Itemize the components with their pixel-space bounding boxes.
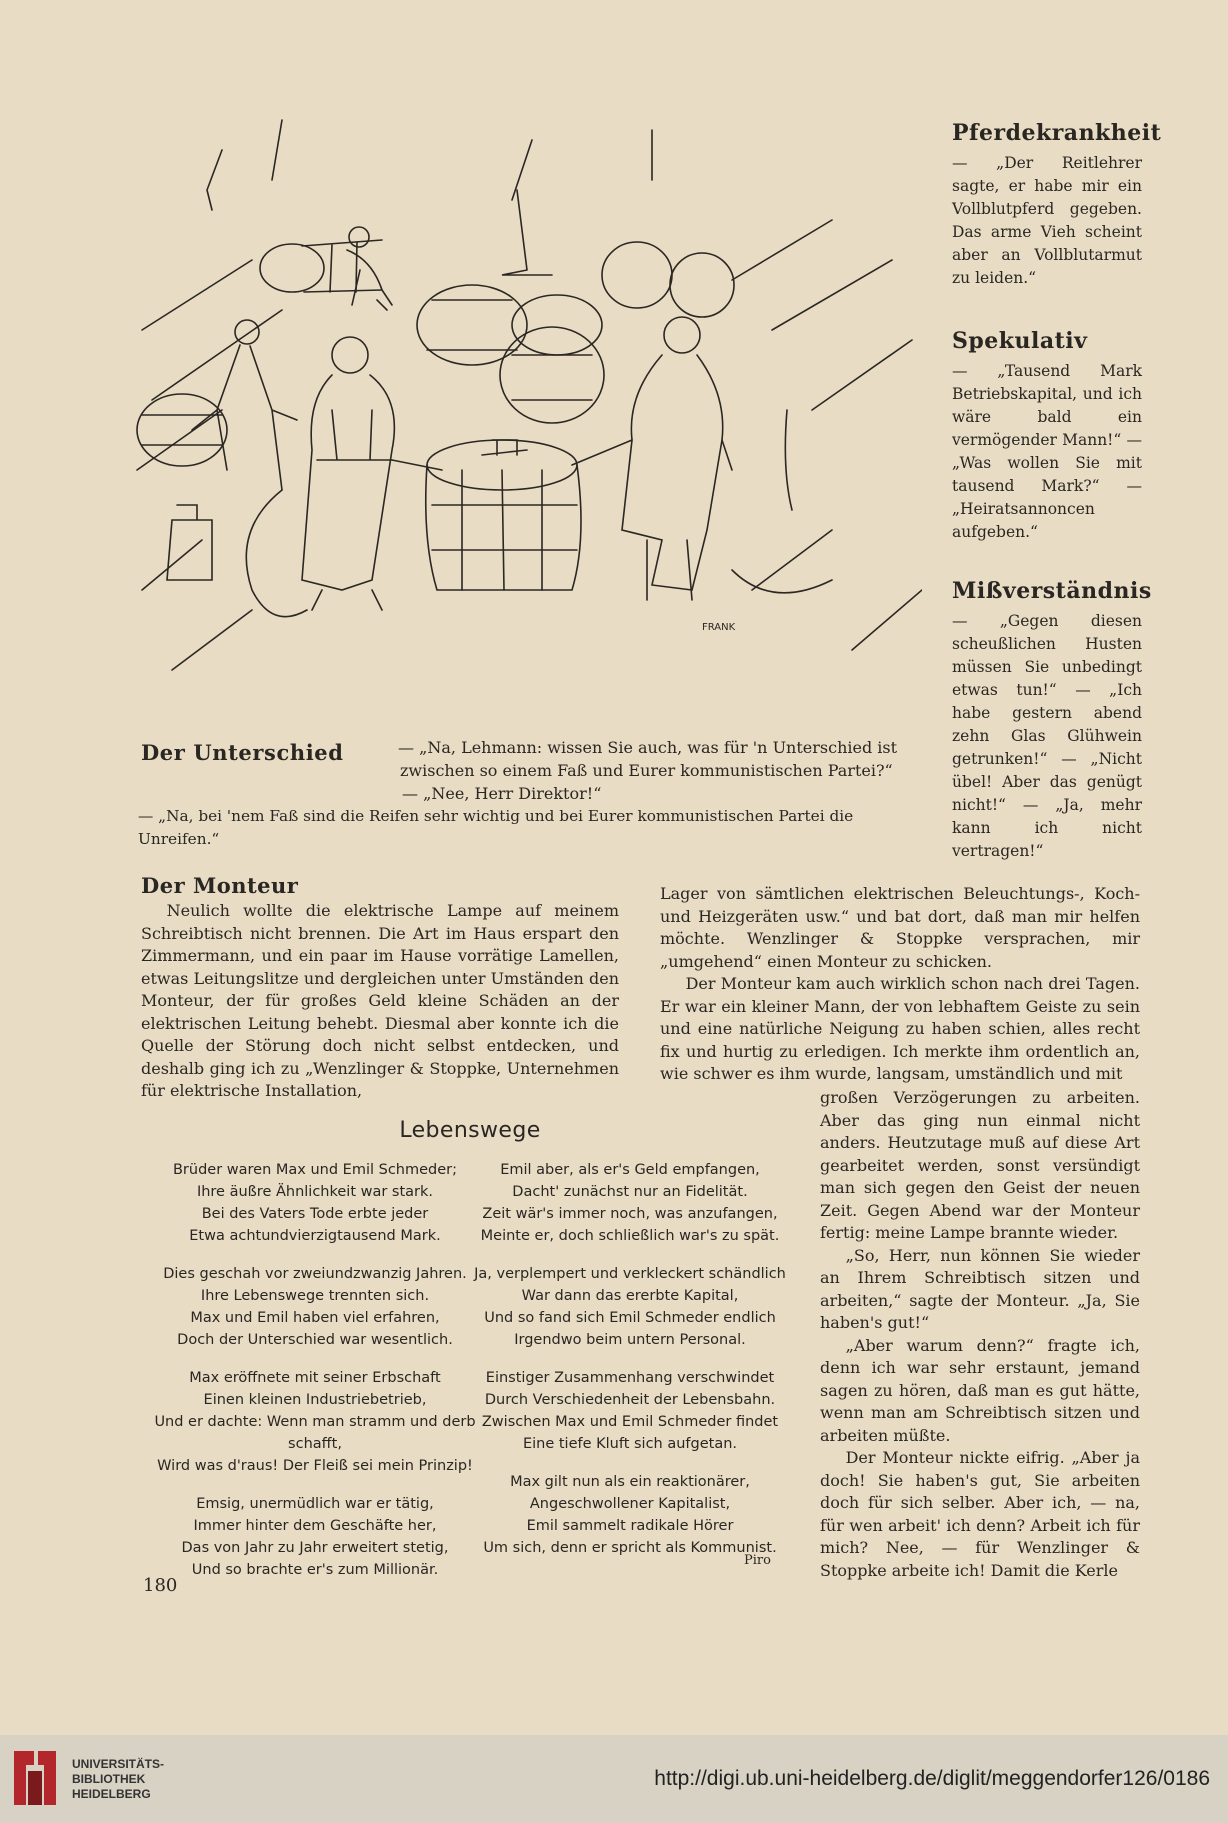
poem-column-left bbox=[150, 1159, 480, 1597]
poem-line: Dacht' zunächst nur an Fidelität. bbox=[512, 1184, 748, 1200]
poem-line: Angeschwollener Kapitalist, bbox=[529, 1496, 731, 1512]
poem-line: Einstiger Zusammenhang verschwindet bbox=[485, 1370, 775, 1386]
poem-stanza bbox=[150, 1263, 480, 1351]
poem-line: Durch Verschiedenheit der Lebensbahn. bbox=[484, 1392, 776, 1408]
poem-line: Und so brachte er's zum Millionär. bbox=[191, 1562, 439, 1578]
caption-line: — „Nee, Herr Direktor!“ bbox=[402, 784, 602, 803]
poem-line: Und er dachte: Wenn man stramm und derb schafft, bbox=[154, 1414, 476, 1452]
article-title: Der Monteur bbox=[141, 873, 299, 898]
poem-stanza bbox=[150, 1159, 480, 1247]
caption-line: — „Na, Lehmann: wissen Sie auch, was für 'n Unterschied ist bbox=[398, 738, 898, 757]
poem-line: Irgendwo beim untern Personal. bbox=[514, 1332, 746, 1348]
poem-title: Lebenswege bbox=[399, 1118, 541, 1143]
joke-text: — „Gegen diesen scheußlichen Husten müssen Sie unbedingt etwas tun!“ — „Ich habe gestern abend zehn Glas Glühwein getrunken!“ — „Nicht übel! Aber das genügt nicht!“ — „Ja, mehr kann ich nicht vertragen!“ bbox=[952, 612, 1142, 860]
article-paragraph: Neulich wollte die elektrische Lampe auf meinem Schreibtisch nicht brennen. Die Art im Haus erspart den Zimmermann, und ein paar im Hause vorrätige Lamellen, etwas Leitungslitze und dergleichen unter Umständen den Monteur, der für großes Geld kleine Schäden an der elektrischen Leitung behebt. Diesmal aber konnte ich die Quelle der Störung doch nicht selbst entdecken, und deshalb ging ich zu „Wenzlinger & Stoppke, Unternehmen für elektrische Installation, bbox=[141, 901, 619, 1100]
joke-spekulativ bbox=[952, 328, 1142, 544]
institution-line: UNIVERSITÄTS- bbox=[72, 1757, 165, 1771]
caption-line: zwischen so einem Faß und Eurer kommunistischen Partei?“ bbox=[400, 761, 893, 780]
poem-line: Eine tiefe Kluft sich aufgetan. bbox=[522, 1436, 738, 1452]
poem-column-right bbox=[465, 1159, 795, 1575]
poem-line: Immer hinter dem Geschäfte her, bbox=[193, 1518, 437, 1534]
poem-line: Emsig, unermüdlich war er tätig, bbox=[196, 1496, 434, 1512]
poem-line: Und so fand sich Emil Schmeder endlich bbox=[484, 1310, 776, 1326]
footer-bar bbox=[0, 1735, 1228, 1823]
article-paragraph: „So, Herr, nun können Sie wieder an Ihrem Schreibtisch sitzen und arbeiten,“ sagte der Monteur. „Ja, Sie haben's gut!“ bbox=[820, 1245, 1140, 1332]
article-paragraph: „Aber warum denn?“ fragte ich, denn ich war sehr erstaunt, jemand sagen zu hören, daß man es gut hätte, wenn man am Schreibtisch sitzen und arbeiten müßte. bbox=[820, 1335, 1140, 1445]
institution-line: HEIDELBERG bbox=[72, 1787, 151, 1801]
poem-stanza bbox=[465, 1263, 795, 1351]
article-paragraph: Lager von sämtlichen elektrischen Beleuchtungs-, Koch- und Heizgeräten usw.“ und bat dort, daß man mir helfen möchte. Wenzlinger & Stoppke versprachen, mir „umgehend“ einen Monteur zu schicken. bbox=[660, 884, 1140, 971]
joke-text: — „Der Reitlehrer sagte, er habe mir ein Vollblutpferd gegeben. Das arme Vieh scheint aber an Vollblutarmut zu leiden.“ bbox=[952, 154, 1142, 287]
article-column-right bbox=[660, 883, 1140, 1086]
caption-dialogue bbox=[140, 736, 915, 851]
article-column-continuation bbox=[820, 1087, 1140, 1582]
poem-line: Doch der Unterschied war wesentlich. bbox=[177, 1332, 453, 1348]
poem-stanza bbox=[465, 1471, 795, 1559]
article-paragraph: großen Verzögerungen zu arbeiten. Aber das ging nun einmal nicht anders. Heutzutage muß auf diese Art gearbeitet werden, sonst versündigt man sich gegen den Geist der neuen Zeit. Gegen Abend war der Monteur fertig: meine Lampe brannte wieder. bbox=[820, 1088, 1140, 1242]
page-number: 180 bbox=[143, 1575, 178, 1596]
joke-title: Pferdekrankheit bbox=[952, 120, 1162, 146]
institution-name bbox=[72, 1757, 164, 1802]
poem-stanza bbox=[150, 1367, 480, 1477]
poem-line: Emil aber, als er's Geld empfangen, bbox=[500, 1162, 760, 1178]
poem-line: Einen kleinen Industriebetrieb, bbox=[203, 1392, 427, 1408]
poem-line: Dies geschah vor zweiundzwanzig Jahren. bbox=[163, 1266, 467, 1282]
poem-line: Um sich, denn er spricht als Kommunist. bbox=[483, 1540, 777, 1556]
cartoon-illustration bbox=[132, 110, 922, 730]
poem-stanza bbox=[465, 1159, 795, 1247]
poem-line: Meinte er, doch schließlich war's zu spät. bbox=[480, 1228, 780, 1244]
poem-line: Zeit wär's immer noch, was anzufangen, bbox=[482, 1206, 778, 1222]
joke-pferdekrankheit bbox=[952, 120, 1162, 290]
poem-line: Max und Emil haben viel erfahren, bbox=[190, 1310, 440, 1326]
caption-title: Der Unterschied bbox=[141, 740, 344, 765]
poem-line: Das von Jahr zu Jahr erweitert stetig, bbox=[181, 1540, 449, 1556]
poem-line: Wird was d'raus! Der Fleiß sei mein Prinzip! bbox=[157, 1458, 473, 1474]
poem-line: Max gilt nun als ein reaktionärer, bbox=[510, 1474, 750, 1490]
poem-line: Zwischen Max und Emil Schmeder findet bbox=[481, 1414, 779, 1430]
article-paragraph: Der Monteur kam auch wirklich schon nach drei Tagen. Er war ein kleiner Mann, der von lebhaftem Geiste zu sein und eine natürliche Neigung zu haben schien, alles recht fix und hurtig zu erledigen. Ich merkte ihm ordentlich an, wie schwer es ihm wurde, langsam, umständlich und mit bbox=[660, 974, 1140, 1083]
poem-line: Etwa achtundvierzigtausend Mark. bbox=[189, 1228, 441, 1244]
university-logo-icon bbox=[8, 1747, 62, 1809]
joke-title: Spekulativ bbox=[952, 328, 1088, 354]
poem-line: Ja, verplempert und verkleckert schändlich bbox=[474, 1266, 786, 1282]
poem-line: Ihre Lebenswege trennten sich. bbox=[200, 1288, 430, 1304]
poem-stanza bbox=[465, 1367, 795, 1455]
article-column-left bbox=[141, 900, 619, 1103]
source-url[interactable]: http://digi.ub.uni-heidelberg.de/diglit/meggendorfer126/0186 bbox=[654, 1767, 1210, 1790]
poem-line: War dann das ererbte Kapital, bbox=[521, 1288, 739, 1304]
institution-line: BIBLIOTHEK bbox=[72, 1772, 146, 1786]
poem-stanza bbox=[150, 1493, 480, 1581]
poem-author: Piro bbox=[744, 1553, 771, 1568]
joke-text: — „Tausend Mark Betriebskapital, und ich wäre bald ein vermögender Mann!“ — „Was wollen Sie mit tausend Mark?“ — „Heiratsannoncen aufgeben.“ bbox=[952, 362, 1142, 541]
joke-title: Mißverständnis bbox=[952, 578, 1152, 604]
poem-line: Ihre äußre Ähnlichkeit war stark. bbox=[196, 1184, 434, 1200]
article-paragraph: Der Monteur nickte eifrig. „Aber ja doch! Sie haben's gut, Sie arbeiten doch für sich selber. Aber ich, — na, für wen arbeit' ich denn? Arbeit ich für mich? Nee, — für Wenzlinger & Stoppke arbeite ich! Damit die Kerle bbox=[820, 1448, 1140, 1580]
poem-line: Max eröffnete mit seiner Erbschaft bbox=[189, 1370, 441, 1386]
caption-line: — „Na, bei 'nem Faß sind die Reifen sehr wichtig und bei Eurer kommunistischen Partei die Unreifen.“ bbox=[138, 807, 854, 848]
joke-missverstaendnis bbox=[952, 578, 1152, 863]
poem-line: Emil sammelt radikale Hörer bbox=[526, 1518, 734, 1534]
poem-line: Brüder waren Max und Emil Schmeder; bbox=[172, 1162, 458, 1178]
illustration-signature: FRANK bbox=[702, 622, 736, 633]
poem-line: Bei des Vaters Tode erbte jeder bbox=[201, 1206, 429, 1222]
